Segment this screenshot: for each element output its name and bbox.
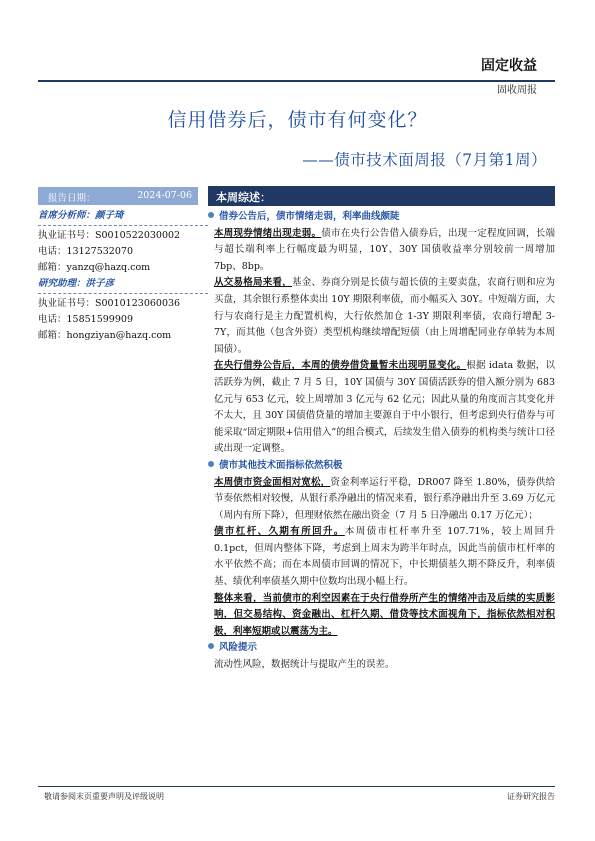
footer-disclaimer[interactable]: 敬请参阅末页重要声明及评级说明: [44, 792, 164, 801]
bullet-icon: [208, 461, 214, 467]
divider: [38, 293, 208, 294]
report-title: 信用借券后，债市有何变化？: [167, 109, 428, 131]
paragraph: [214, 358, 555, 458]
assistant-role: 研究助理：洪子彦: [38, 278, 115, 289]
paragraph: [214, 657, 555, 674]
section-bullet: [208, 458, 555, 475]
paragraph: [214, 275, 555, 358]
section-heading: 风险提示: [219, 642, 258, 654]
section-heading: 借券公告后，债市情绪走弱，利率曲线颇陡: [219, 211, 400, 222]
bullet-icon: [208, 212, 214, 218]
para-lead: 在央行借券公告后，本周的债券借贷量暂未出现明显变化。: [214, 360, 467, 372]
assistant-license: 执业证书号：S0010123060036: [38, 298, 181, 309]
analyst-license: 执业证书号：S0010522030002: [38, 230, 181, 241]
assistant-phone: 电话：15851599909: [38, 314, 133, 325]
para-text: 本周债市杠杆率升至 107.71%，较上周回升 0.1pct，但周内整体下降，考虑到上周末为跨半年时点，因此当前债市杠杆率的水平依然不高；而在本周债市回调的情况下，中长期债基久期不降反升，利率债基、绩优利率债基久期中位数均出现小幅上行。: [214, 526, 555, 588]
analyst-email[interactable]: 邮箱：yanzq@hazq.com: [38, 262, 151, 273]
summary-body: [208, 209, 555, 674]
report-date-label: 报告日期：: [48, 193, 96, 204]
para-text: 基金、券商分别是长债与超长债的主要卖盘，农商行则和应为买盘，其余银行系整体卖出 10Y 期限利率债，而小幅买入 30Y。中短端方面，大行与农商行是主力配置机构，大行依然加仓 1-3Y 期限利率债，农商行增配 3-7Y，而其他（包含外资）类型机构继续增配短债（由上周增配同业存单转为本周国债）。: [214, 277, 555, 355]
para-lead: 债市杠杆、久期有所回升。: [214, 526, 345, 538]
report-category: 固定收益: [481, 58, 537, 74]
section-bullet: [208, 640, 555, 657]
para-text: 流动性风险，数据统计与提取产生的误差。: [214, 659, 395, 671]
section-bullet: [208, 209, 555, 226]
bullet-icon: [208, 643, 214, 649]
header-rule: [38, 80, 555, 82]
report-subtitle: ——债市技术面周报（7月第1周）: [302, 151, 547, 169]
paragraph: [214, 591, 555, 641]
section-heading: 债市其他技术面指标依然积极: [219, 459, 343, 471]
report-date-bar: [38, 187, 198, 205]
summary-header: [208, 186, 555, 206]
footer-label: 证券研究报告: [507, 792, 555, 801]
report-subcategory: 固收周报: [497, 85, 537, 96]
paragraph: [214, 475, 555, 525]
analyst-panel: [38, 208, 208, 344]
para-text: 债市在央行公告借入债券后，出现一定程度回调，长端与超长端利率上行幅度最为明显，10Y、30Y 国债收益率分别较前一周增加 7bp、8bp。: [214, 227, 555, 272]
para-lead: 整体来看，当前债市的利空因素在于央行借券所产生的情绪冲击及后续的实质影响，但交易结构、资金融出、杠杆久期、借贷等技术面视角下，指标依然相对积极，利率短期或以震荡为主。: [214, 592, 555, 637]
para-lead: 本周债市资金面相对宽松，: [214, 476, 331, 488]
report-date: 2024-07-06: [137, 190, 192, 201]
para-text: 根据 idata 数据，以活跃券为例，截止 7 月 5 日，10Y 国债与 30Y 国债活跃券的借入额分别为 683 亿元与 653 亿元，较上周增加 3 亿元与 62 亿元；因此从量的角度而言其变化并不太大，且 30Y 国债借贷量的增加主要源自于中小银行，但考虑到央行借券与可能采取“固定期限+信用借入”的组合模式，后续发生借入债券的机构类与统计口径或出现一定调整。: [214, 360, 555, 455]
analyst-role: 首席分析师：颜子琦: [38, 210, 124, 221]
para-lead: 从交易格局来看，: [214, 277, 292, 289]
divider: [38, 225, 208, 226]
para-lead: 本周现券情绪出现走弱。: [214, 227, 322, 239]
paragraph: [214, 226, 555, 276]
footer-rule: [38, 786, 555, 787]
summary-header-label: 本周综述：: [216, 191, 271, 204]
paragraph: [214, 524, 555, 590]
assistant-email[interactable]: 邮箱：hongziyan@hazq.com: [38, 330, 172, 341]
para-text: 资金利率运行平稳，DR007 降至 1.80%，债券供给节奏依然相对较慢，从银行系净融出的情况来看，银行系净融出升至 3.69 万亿元（周内有所下降），但理财依然在融出资金（7 月 5 日净融出 0.17 万亿元）；: [214, 476, 555, 521]
analyst-phone: 电话：13127532070: [38, 246, 133, 257]
